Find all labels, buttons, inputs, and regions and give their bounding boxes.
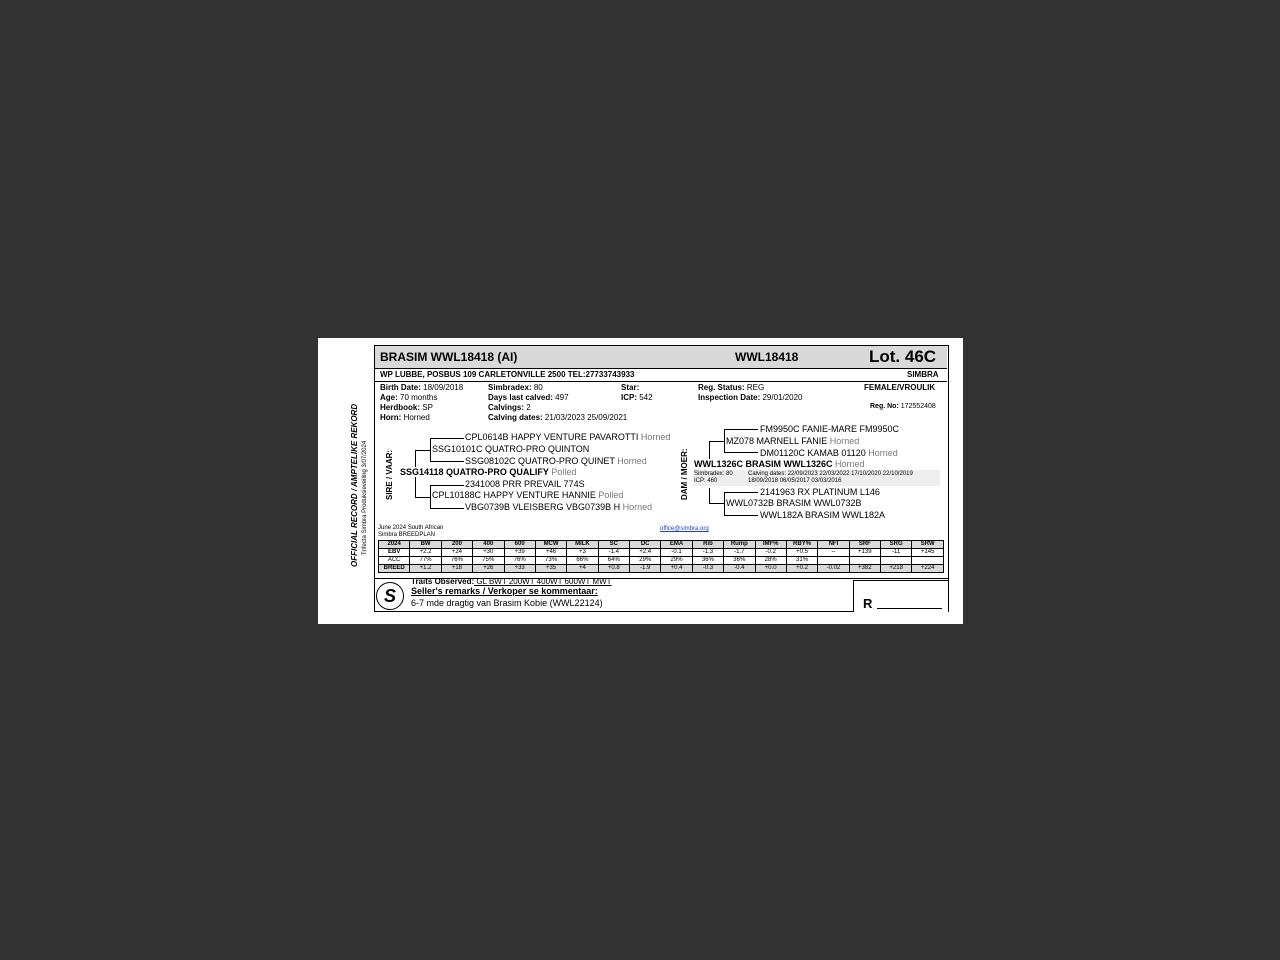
footer-bottom-line xyxy=(374,611,854,612)
dam-tree-connector xyxy=(709,441,725,442)
dam-tree-connector xyxy=(709,488,710,504)
ebv-header-cell: SRG xyxy=(881,541,912,549)
ebv-header-row xyxy=(379,541,944,549)
ebv-cell xyxy=(881,557,912,565)
dam-tree-connector xyxy=(709,503,725,504)
ebv-table xyxy=(378,540,944,573)
ebv-cell xyxy=(912,557,944,565)
breedplan-caption-2: Simbra BREEDPLAN xyxy=(378,532,436,538)
ebv-cell: 29% xyxy=(630,557,661,565)
dam-sire: MZ078 MARNELL FANIE Horned xyxy=(726,436,860,446)
ebv-cell: +145 xyxy=(912,549,944,557)
ebv-cell: +35 xyxy=(535,565,566,573)
sire-tree-connector xyxy=(430,508,464,509)
sire-sire: SSG10101C QUATRO-PRO QUINTON xyxy=(432,444,590,454)
ebv-cell: 64% xyxy=(598,557,629,565)
calvings-row: Calvings: 2 xyxy=(488,403,531,412)
ebv-cell: -1.7 xyxy=(724,549,755,557)
ebv-cell: +1.2 xyxy=(410,565,441,573)
ebv-cell: -- xyxy=(818,549,849,557)
ebv-cell: 66% xyxy=(567,557,598,565)
breed-avg-row xyxy=(379,565,944,573)
remarks-label: Seller's remarks / Verkoper se kommentaar: xyxy=(411,586,598,596)
reg-no-row: Reg. No: 172552408 xyxy=(870,403,936,410)
sire-sire-sire: CPL0614B HAPPY VENTURE PAVAROTTI Horned xyxy=(465,432,671,442)
ebv-cell: +3 xyxy=(567,549,598,557)
ebv-cell: +0.2 xyxy=(786,565,817,573)
ebv-header-cell: RBY% xyxy=(786,541,817,549)
ebv-header-cell: MILK xyxy=(567,541,598,549)
sire-tree-connector xyxy=(430,485,464,486)
acc-row xyxy=(379,557,944,565)
ebv-header-cell: 400 xyxy=(473,541,504,549)
ebv-cell: +18 xyxy=(441,565,472,573)
ebv-header-cell: NFI xyxy=(818,541,849,549)
official-record-label: OFFICIAL RECORD / AMPTELIKE REKORD xyxy=(350,403,359,567)
ebv-cell: +30 xyxy=(473,549,504,557)
ebv-cell: +0.0 xyxy=(755,565,786,573)
ebv-header-cell: MCW xyxy=(535,541,566,549)
age-row: Age: 70 months xyxy=(380,393,438,402)
ebv-cell: -0.3 xyxy=(692,565,723,573)
ebv-cell: ACC xyxy=(379,557,410,565)
ebv-header-cell: BW xyxy=(410,541,441,549)
ebv-header-cell: SRF xyxy=(849,541,880,549)
horn-row: Horn: Horned xyxy=(380,413,430,422)
ebv-cell: -1.9 xyxy=(630,565,661,573)
ebv-cell: -0.4 xyxy=(724,565,755,573)
animal-id: WWL18418 xyxy=(735,350,799,364)
ebv-cell: +0.8 xyxy=(598,565,629,573)
sire-sire-dam: SSG08102C QUATRO-PRO QUINET Horned xyxy=(465,456,647,466)
ebv-cell: -0.2 xyxy=(755,549,786,557)
ebv-cell: +382 xyxy=(849,565,880,573)
ebv-header-cell: Rib xyxy=(692,541,723,549)
sire-tree-connector xyxy=(415,497,431,498)
ebv-cell: +24 xyxy=(441,549,472,557)
ebv-header-cell: IMF% xyxy=(755,541,786,549)
ebv-cell: +2.2 xyxy=(410,549,441,557)
herdbook-row: Herdbook: SP xyxy=(380,403,433,412)
ebv-cell: -11 xyxy=(881,549,912,557)
dam-tree-connector xyxy=(724,429,758,430)
ebv-header-cell: EMA xyxy=(661,541,692,549)
ebv-cell: 76% xyxy=(504,557,535,565)
dam-tree-connector xyxy=(724,492,758,493)
sire-tree-connector xyxy=(430,485,431,509)
ebv-cell: 29% xyxy=(661,557,692,565)
ebv-cell: 31% xyxy=(786,557,817,565)
ebv-cell: +2.4 xyxy=(630,549,661,557)
ebv-cell: +4 xyxy=(567,565,598,573)
ebv-cell: 77% xyxy=(410,557,441,565)
dam-calving-dates: Calving dates: 22/09/2023 22/03/2022 17/10/2020 22/10/2019 xyxy=(748,471,913,477)
sire-dam-sire: 2341008 PRR PREVAIL 774S xyxy=(465,479,585,489)
ebv-cell: -0.02 xyxy=(818,565,849,573)
ebv-cell xyxy=(818,557,849,565)
icp-row: ICP: 542 xyxy=(621,393,653,402)
sire-tree-connector xyxy=(430,438,464,439)
dam-tree-connector xyxy=(724,429,725,453)
ebv-cell: -1.4 xyxy=(598,549,629,557)
ebv-header-cell: SRW xyxy=(912,541,944,549)
sire-tree-connector xyxy=(430,461,464,462)
ebv-header-cell: 200 xyxy=(441,541,472,549)
owner-address: WP LUBBE, POSBUS 109 CARLETONVILLE 2500 TEL:27733743933 xyxy=(380,370,635,379)
dam-sire-dam: DM01120C KAMAB 01120 Horned xyxy=(760,448,898,458)
simbra-logo: S xyxy=(376,582,404,610)
ebv-cell: +218 xyxy=(881,565,912,573)
dam-simbradex: Simbradex: 80 xyxy=(694,471,733,477)
sire-dam: CPL10188C HAPPY VENTURE HANNIE Polled xyxy=(432,490,624,500)
ebv-header-cell: 600 xyxy=(504,541,535,549)
sex-label: FEMALE/VROULIK xyxy=(864,383,936,392)
calving-dates-row: Calving dates: 21/03/2023 25/09/2021 xyxy=(488,413,628,422)
sire-dam-dam: VBG0739B VLEISBERG VBG0739B H Horned xyxy=(465,502,653,512)
days-calved-row: Days last calved: 497 xyxy=(488,393,569,402)
dam-sire-sire: FM9950C FANIE-MARE FM9950C xyxy=(760,424,900,434)
simbradex-row: Simbradex: 80 xyxy=(488,383,543,392)
ebv-cell: -0.1 xyxy=(661,549,692,557)
birth-date-row: Birth Date: 18/09/2018 xyxy=(380,383,464,392)
price-currency: R xyxy=(863,596,873,611)
ebv-header-cell: SC xyxy=(598,541,629,549)
ebv-cell: BREED xyxy=(379,565,410,573)
sire: SSG14118 QUATRO-PRO QUALIFY Polled xyxy=(400,467,577,477)
ebv-cell: +33 xyxy=(504,565,535,573)
ebv-cell: +46 xyxy=(535,549,566,557)
dam: WWL1326C BRASIM WWL1326C Horned xyxy=(694,459,865,469)
animal-name: BRASIM WWL18418 (AI) xyxy=(380,350,518,364)
breed-label: SIMBRA xyxy=(907,370,939,379)
dam-tree-connector xyxy=(724,452,758,453)
ebv-cell: 36% xyxy=(692,557,723,565)
ebv-cell: 75% xyxy=(473,557,504,565)
breedplan-caption-1: June 2024 South African xyxy=(378,525,444,531)
ebv-row xyxy=(379,549,944,557)
email-link[interactable]: office@simbra.org xyxy=(660,526,709,532)
ebv-cell: EBV xyxy=(379,549,410,557)
ebv-cell: +26 xyxy=(473,565,504,573)
ebv-cell: 28% xyxy=(755,557,786,565)
remarks-text: 6-7 mde dragtig van Brasim Kobie (WWL22124) xyxy=(411,598,603,608)
ebv-cell: 36% xyxy=(724,557,755,565)
ebv-cell: -1.3 xyxy=(692,549,723,557)
ebv-cell: +0.4 xyxy=(661,565,692,573)
ebv-cell: +39 xyxy=(504,549,535,557)
ebv-cell: 73% xyxy=(535,557,566,565)
dam-tree-connector xyxy=(724,492,725,516)
inspection-row: Inspection Date: 29/01/2020 xyxy=(698,393,803,402)
ebv-cell: +139 xyxy=(849,549,880,557)
ebv-header-cell: 2024 xyxy=(379,541,410,549)
star-label: Star: xyxy=(621,383,640,392)
traits-observed: Traits Observed: GL BWT 200WT 400WT 600WT MWT xyxy=(411,577,612,586)
price-blank-line[interactable] xyxy=(877,608,942,609)
ebv-header-cell: DC xyxy=(630,541,661,549)
sire-section-label: SIRE / VAAR: xyxy=(385,449,394,500)
dam-icp: ICP: 460 xyxy=(694,478,718,484)
dam-tree-connector xyxy=(724,515,758,516)
reg-status-row: Reg. Status: REG xyxy=(698,383,765,392)
sire-tree-connector xyxy=(430,438,431,462)
ebv-header-cell: Rump xyxy=(724,541,755,549)
dam-dam-sire: 2141963 RX PLATINUM L146 xyxy=(760,487,880,497)
dam-dam: WWL0732B BRASIM WWL0732B xyxy=(726,498,862,508)
dam-section-label: DAM / MOER: xyxy=(680,448,689,500)
dam-dam-dam: WWL182A BRASIM WWL182A xyxy=(760,510,886,520)
sire-tree-connector xyxy=(415,450,431,451)
dam-calving-dates-2: 18/09/2018 06/05/2017 03/03/2016 xyxy=(748,478,842,484)
ebv-cell xyxy=(849,557,880,565)
ebv-cell: +0.5 xyxy=(786,549,817,557)
lot-number: Lot. 46C xyxy=(869,347,937,366)
ebv-cell: 76% xyxy=(441,557,472,565)
auction-subtitle: Trifecta Simbra Produksieveiling 3/07/2024 xyxy=(362,440,368,555)
ebv-cell: +224 xyxy=(912,565,944,573)
